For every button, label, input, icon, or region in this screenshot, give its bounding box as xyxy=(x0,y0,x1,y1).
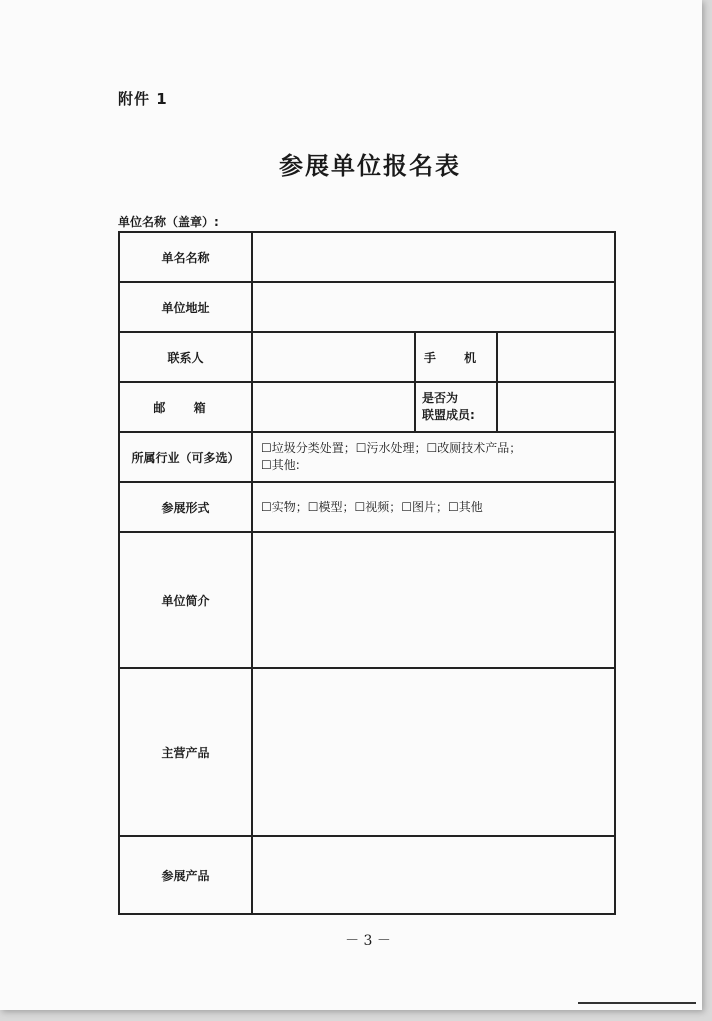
table-row xyxy=(119,668,615,836)
scan-artifact-line xyxy=(578,1002,696,1004)
member-label-line2: 联盟成员: xyxy=(422,408,475,422)
member-label-line1: 是否为 xyxy=(422,391,459,405)
mobile-field[interactable] xyxy=(497,332,615,382)
table-row xyxy=(119,836,615,914)
registration-form-table xyxy=(118,231,616,915)
mobile-label: 手 机 xyxy=(415,332,497,382)
address-label: 单位地址 xyxy=(119,282,252,332)
table-row xyxy=(119,382,615,432)
industry-options-line1[interactable]: ☐垃圾分类处置；☐污水处理；☐改厕技术产品； xyxy=(261,441,522,455)
unit-name-stamp-label: 单位名称（盖章）: xyxy=(118,215,219,229)
org-name-field[interactable] xyxy=(252,232,615,282)
member-field[interactable] xyxy=(497,382,615,432)
main-products-field[interactable] xyxy=(252,668,615,836)
intro-field[interactable] xyxy=(252,532,615,668)
main-products-label: 主营产品 xyxy=(119,668,252,836)
table-row xyxy=(119,532,615,668)
email-field[interactable] xyxy=(252,382,415,432)
exhibit-form-label: 参展形式 xyxy=(119,482,252,532)
industry-label: 所属行业（可多选） xyxy=(119,432,252,482)
industry-options-line2[interactable]: ☐其他: xyxy=(261,458,300,472)
exhibit-form-options[interactable]: ☐实物；☐模型；☐视频；☐图片；☐其他 xyxy=(252,482,615,532)
table-row xyxy=(119,332,615,382)
industry-options[interactable] xyxy=(252,432,615,482)
exhibit-products-label: 参展产品 xyxy=(119,836,252,914)
table-row xyxy=(119,282,615,332)
contact-label: 联系人 xyxy=(119,332,252,382)
table-row xyxy=(119,432,615,482)
page-number: － 3 － xyxy=(345,933,391,949)
email-label: 邮 箱 xyxy=(119,382,252,432)
member-label xyxy=(415,382,497,432)
form-title: 参展单位报名表 xyxy=(279,151,461,180)
org-name-label: 单名名称 xyxy=(119,232,252,282)
exhibit-products-field[interactable] xyxy=(252,836,615,914)
attachment-label: 附件 1 xyxy=(118,90,168,108)
table-row xyxy=(119,482,615,532)
intro-label: 单位简介 xyxy=(119,532,252,668)
address-field[interactable] xyxy=(252,282,615,332)
contact-field[interactable] xyxy=(252,332,415,382)
table-row xyxy=(119,232,615,282)
